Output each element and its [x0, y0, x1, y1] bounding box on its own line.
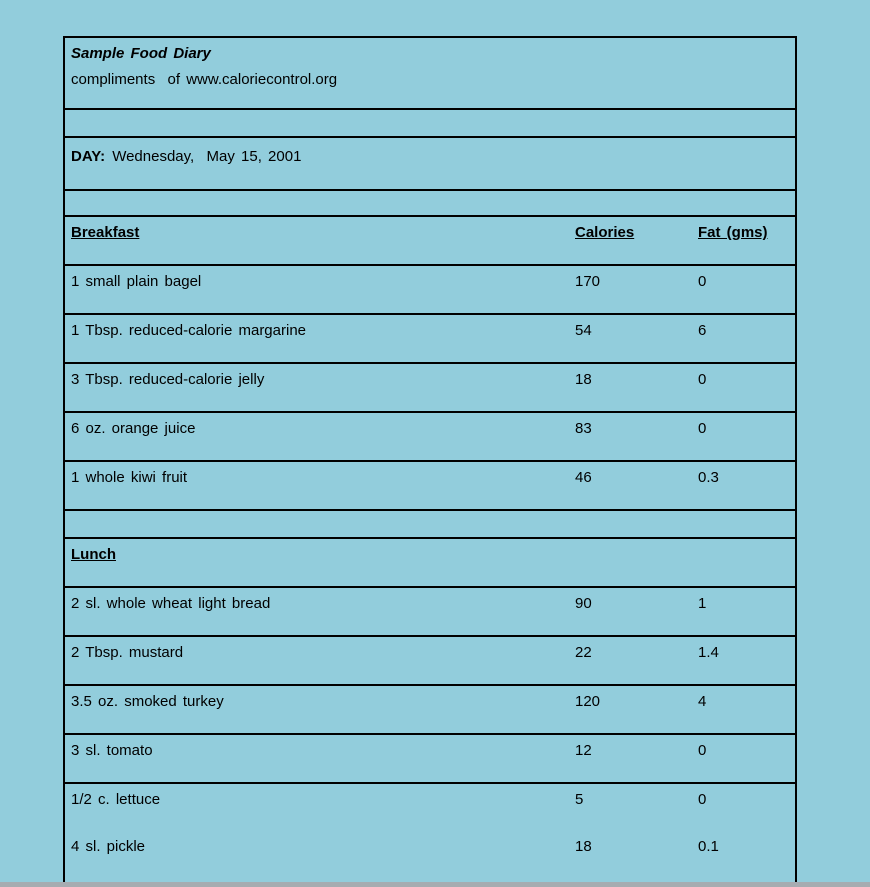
calories-cell: 83: [575, 420, 592, 437]
food-diary-table: [63, 36, 797, 883]
fat-cell: 0.1: [698, 838, 719, 855]
food-item-cell: 3 sl. tomato: [71, 742, 153, 759]
food-item-cell: 6 oz. orange juice: [71, 420, 196, 437]
fat-cell: 0: [698, 273, 707, 290]
fat-cell: 4: [698, 693, 707, 710]
day-text: [71, 148, 301, 165]
calories-cell: 18: [575, 838, 592, 855]
fat-cell: 0: [698, 420, 707, 437]
day-row: [65, 136, 795, 189]
column-header-calories: Calories: [575, 224, 635, 241]
calories-cell: 5: [575, 791, 584, 808]
table-row: [65, 733, 795, 782]
day-value: Wednesday, May 15, 2001: [112, 148, 302, 165]
calories-cell: 12: [575, 742, 592, 759]
table-row: [65, 264, 795, 313]
fat-cell: 1.4: [698, 644, 719, 661]
lunch-header-row: [65, 537, 795, 586]
food-item-cell: 2 Tbsp. mustard: [71, 644, 184, 661]
fat-cell: 1: [698, 595, 707, 612]
table-row: [65, 831, 795, 883]
breakfast-header-row: [65, 215, 795, 264]
day-label: DAY:: [71, 148, 106, 165]
table-row: [65, 782, 795, 831]
calories-cell: 18: [575, 371, 592, 388]
document-subtitle: compliments of www.caloriecontrol.org: [71, 71, 338, 88]
fat-cell: 0.3: [698, 469, 719, 486]
column-header-fat: Fat (gms): [698, 224, 768, 241]
food-item-cell: 3 Tbsp. reduced-calorie jelly: [71, 371, 265, 388]
calories-cell: 170: [575, 273, 601, 290]
table-row: [65, 684, 795, 733]
table-row: [65, 460, 795, 509]
food-item-cell: 1 Tbsp. reduced-calorie margarine: [71, 322, 307, 339]
spacer-row: [65, 189, 795, 215]
calories-cell: 54: [575, 322, 592, 339]
section-header-lunch: Lunch: [71, 546, 116, 563]
title-row: [65, 36, 795, 108]
section-header-breakfast: Breakfast: [71, 224, 140, 241]
fat-cell: 6: [698, 322, 707, 339]
calories-cell: 22: [575, 644, 592, 661]
fat-cell: 0: [698, 791, 707, 808]
food-item-cell: 1 whole kiwi fruit: [71, 469, 188, 486]
table-row: [65, 411, 795, 460]
food-item-cell: 3.5 oz. smoked turkey: [71, 693, 224, 710]
fat-cell: 0: [698, 742, 707, 759]
table-row: [65, 586, 795, 635]
document-title: Sample Food Diary: [71, 45, 211, 62]
calories-cell: 46: [575, 469, 592, 486]
table-row: [65, 362, 795, 411]
spacer-row: [65, 509, 795, 537]
food-item-cell: 1 small plain bagel: [71, 273, 202, 290]
table-row: [65, 635, 795, 684]
food-item-cell: 4 sl. pickle: [71, 838, 146, 855]
table-row: [65, 313, 795, 362]
calories-cell: 120: [575, 693, 601, 710]
food-item-cell: 2 sl. whole wheat light bread: [71, 595, 271, 612]
calories-cell: 90: [575, 595, 592, 612]
spacer-row: [65, 108, 795, 136]
window-bottom-edge: [0, 882, 870, 887]
fat-cell: 0: [698, 371, 707, 388]
food-item-cell: 1/2 c. lettuce: [71, 791, 161, 808]
